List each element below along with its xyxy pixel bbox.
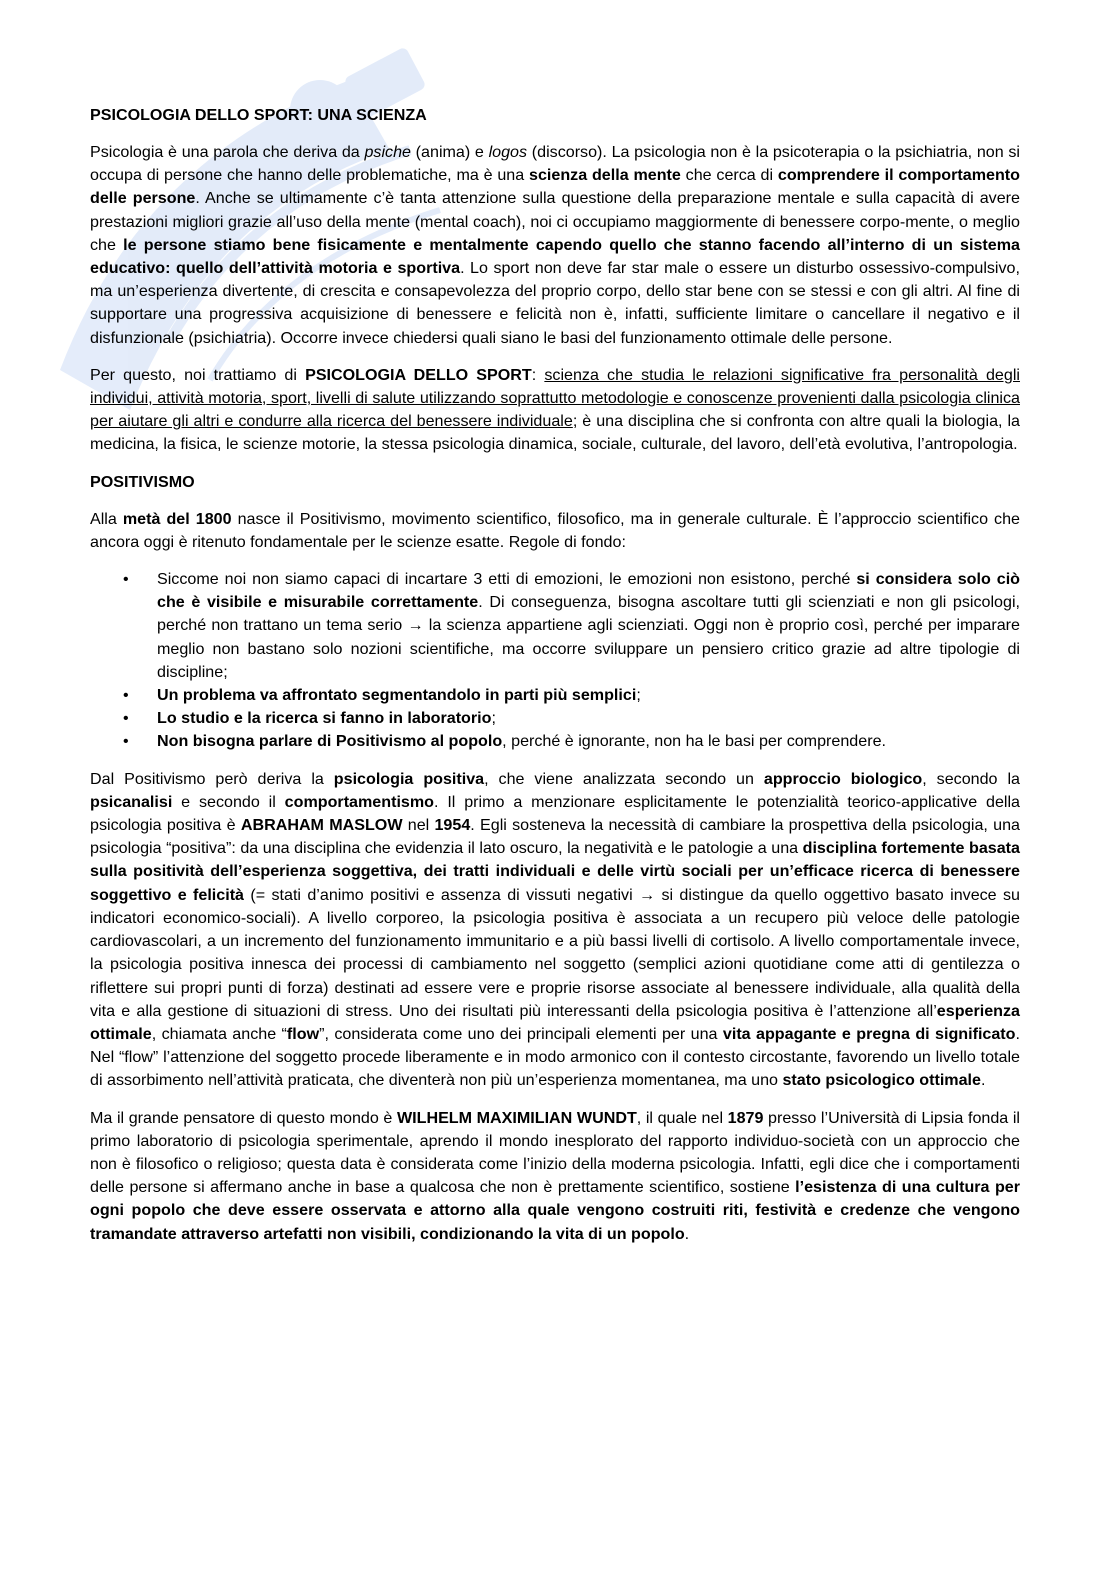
list-item: • Non bisogna parlare di Positivismo al popolo, perché è ignorante, non ha le basi per comprendere.	[157, 730, 1020, 753]
arrow-right-icon: →	[407, 616, 424, 635]
paragraph-intro: Psicologia è una parola che deriva da psiche (anima) e logos (discorso). La psicologia non è la psicoterapia o la psichiatria, non si occupa di persone che hanno delle problematiche, ma è una scienza della mente che cerca di comprendere il comportamento delle persone. Anche se ultimamente c’è tanta attenzione sulla questione della preparazione mentale e sulla capacità di avere prestazioni migliori grazie all’uso della mente (mental coach), noi ci occupiamo maggiormente di benessere corpo-mente, o meglio che le persone stiamo bene fisicamente e mentalmente capendo quello che stanno facendo all’interno di un sistema educativo: quello dell’attività motoria e sportiva. Lo sport non deve far star male o essere un disturbo ossessivo-compulsivo, ma un’esperienza divertente, di crescita e consapevolezza del proprio corpo, dello star bene con se stessi e con gli altri. Al fine di supportare una progressiva acquisizione di benessere e felicità non è, infatti, sufficiente limitare o cancellare il negativo e il disfunzionale (psichiatria). Occorre invece chiedersi quali siano le basi del funzionamento ottimale delle persone.	[90, 143, 1020, 347]
list-item: • Lo studio e la ricerca si fanno in laboratorio;	[157, 707, 1020, 730]
list-item: • Siccome noi non siamo capaci di incartare 3 etti di emozioni, le emozioni non esistono, perché si considera solo ciò che è visibile e misurabile correttamente. Di conseguenza, bisogna ascoltare tutti gli scienziati e non gli psicologi, perché non trattano un tema serio → la scienza appartiene agli scienziati. Oggi non è proprio così, perché per imparare meglio non bastano solo nozioni scientifiche, ma occorre sviluppare un pensiero critico grazie ad altre tipologie di discipline;	[157, 568, 1020, 684]
paragraph-positivismo: Alla metà del 1800 nasce il Positivismo, movimento scientifico, filosofico, ma in generale culturale. È l’approccio scientifico che ancora oggi è ritenuto fondamentale per le scienze esatte. Regole di fondo:	[90, 509, 1021, 551]
paragraph-wundt: Ma il grande pensatore di questo mondo è WILHELM MAXIMILIAN WUNDT, il quale nel 1879 presso l’Università di Lipsia fonda il primo laboratorio di psicologia sperimentale, aprendo il mondo inesplorato del rapporto individuo-società con un approccio che non è filosofico o religioso; questa data è considerata come l’inizio della moderna psicologia. Infatti, egli dice che i comportamenti delle persone si affermano anche in base a qualcosa che non è prettamente scientifico, sostiene l’esistenza di una cultura per ogni popolo che deve essere osservata e attorno alla quale vengono costruiti riti, festività e credenze che vengono tramandate attraverso artefatti non visibili, condizionando la vita di un popolo.	[90, 1108, 1020, 1243]
heading-psicologia-sport: PSICOLOGIA DELLO SPORT: UNA SCIENZA	[90, 106, 427, 124]
paragraph-psicologia-positiva: Dal Positivismo però deriva la psicologia positiva, che viene analizzata secondo un approccio biologico, secondo la psicanalisi e secondo il comportamentismo. Il primo a menzionare esplicitamente le potenzialità teorico-applicative della psicologia positiva è ABRAHAM MASLOW nel 1954. Egli sosteneva la necessità di cambiare la prospettiva della psicologia, una psicologia “positiva”: da una disciplina che evidenzia il lato oscuro, la negatività e le patologie a una disciplina fortemente basata sulla positività dell’esperienza soggettiva, dei tratti individuali e delle virtù sociali per un’efficace ricerca di benessere soggettivo e felicità (= stati d’animo positivi e assenza di vissuti negativi → si distingue da quello oggettivo basato invece su indicatori economico-sociali). A livello corporeo, la psicologia positiva è associata a un recupero più veloce delle patologie cardiovascolari, a un incremento del funzionamento immunitario e a più bassi livelli di cortisolo. A livello comportamentale invece, la psicologia positiva innesca dei processi di cambiamento nel soggetto (semplici azioni quotidiane come atti di gentilezza o riflettere sui propri punti di forza) destinati ad essere vere e proprie risorse associate al benessere individuale, alla qualità della vita e alla gestione di situazioni di stress. Uno dei risultati più interessanti della psicologia positiva è l’attenzione all’esperienza ottimale, chiamata anche “flow”, considerata come uno dei principali elementi per una vita appagante e pregna di significato. Nel “flow” l’attenzione del soggetto procede liberamente e in modo armonico con il contesto circostante, favorendo un livello totale di assorbimento nell’attività praticata, che diventerà non più un’esperienza momentanea, ma uno stato psicologico ottimale.	[90, 769, 1020, 1090]
paragraph-definition: Per questo, noi trattiamo di PSICOLOGIA DELLO SPORT: scienza che studia le relazioni significative fra personalità degli individui, attività motoria, sport, livelli di salute utilizzando soprattutto metodologie e conoscenze provenienti dalla psicologia clinica per aiutare gli altri e condurre alla ricerca del benessere individuale; è una disciplina che si confronta con altre quali la biologia, la medicina, la fisica, le scienze motorie, la stessa psicologia dinamica, sociale, culturale, del lavoro, dell’età evolutiva, l’antropologia.	[90, 365, 1020, 454]
heading-positivismo: POSITIVISMO	[90, 472, 195, 491]
list-item: • Un problema va affrontato segmentandolo in parti più semplici;	[157, 684, 1020, 707]
document-page	[90, 104, 1020, 1260]
arrow-right-icon: →	[639, 885, 656, 904]
rules-list	[90, 568, 1020, 754]
